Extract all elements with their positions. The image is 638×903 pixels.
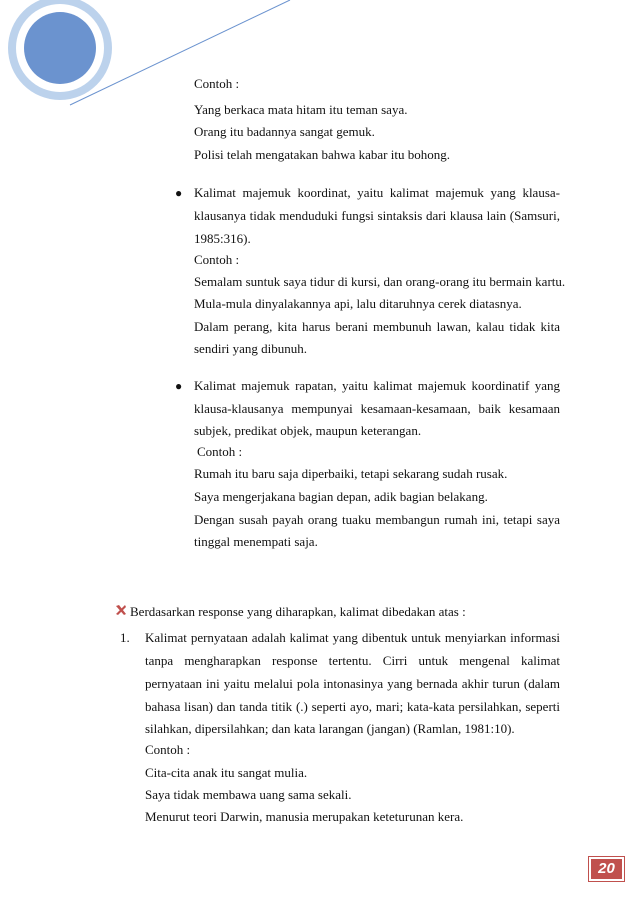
example-line: Orang itu badannya sangat gemuk. <box>194 124 375 139</box>
example-line: Dengan susah payah orang tuaku membangun rumah ini, tetapi saya <box>194 512 560 527</box>
item-text-line: silahkan, dipersilahkan; dan kata larangan (jangan) (Ramlan, 1981:10). <box>145 721 515 736</box>
rapatan-definition-line: klausa-klausanya mempunyai kesamaan-kesamaan, baik kesamaan <box>194 401 560 416</box>
example-line: Cita-cita anak itu sangat mulia. <box>145 765 308 780</box>
page-number: 20 <box>591 859 622 879</box>
x-mark-bullet-icon <box>114 603 128 617</box>
bullet-dot: ● <box>175 186 183 200</box>
bullet-dot: ● <box>175 379 183 393</box>
koordinat-definition-line: 1985:316). <box>194 231 251 246</box>
item-text-line: pernyataan ini yaitu melalui pola intonasinya yang bernada akhir turun (dalam <box>145 676 560 691</box>
item-text-line: Kalimat pernyataan adalah kalimat yang dibentuk untuk menyiarkan informasi <box>145 630 560 645</box>
example-line: Mula-mula dinyalakannya api, lalu ditaruhnya cerek diatasnya. <box>194 296 522 311</box>
example-line: Saya mengerjakana bagian depan, adik bagian belakang. <box>194 489 488 504</box>
example-line: Rumah itu baru saja diperbaiki, tetapi sekarang sudah rusak. <box>194 466 508 481</box>
example-line: Dalam perang, kita harus berani membunuh lawan, kalau tidak kita <box>194 319 560 334</box>
contoh-label: Contoh : <box>194 252 240 267</box>
section-heading: Berdasarkan response yang diharapkan, kalimat dibedakan atas : <box>130 604 466 619</box>
koordinat-definition-line: Kalimat majemuk koordinat, yaitu kalimat majemuk yang klausa- <box>194 185 560 200</box>
example-line: Menurut teori Darwin, manusia merupakan keteturunan kera. <box>145 809 464 824</box>
contoh-label: Contoh : <box>194 76 240 91</box>
example-line: Saya tidak membawa uang sama sekali. <box>145 787 352 802</box>
koordinat-definition-line: klausanya tidak menduduki fungsi sintaksis dari klausa lain (Samsuri, <box>194 208 560 223</box>
example-line: sendiri yang dibunuh. <box>194 341 308 356</box>
item-text-line: tanpa mengharapkan response tertentu. Cirri untuk mengenal kalimat <box>145 653 560 668</box>
rapatan-definition-line: Kalimat majemuk rapatan, yaitu kalimat majemuk koordinatif yang <box>194 378 560 393</box>
rapatan-definition-line: subjek, predikat objek, maupun keterangan. <box>194 423 422 438</box>
example-line: Semalam suntuk saya tidur di kursi, dan orang-orang itu bermain kartu. <box>194 274 566 289</box>
example-line: Polisi telah mengatakan bahwa kabar itu bohong. <box>194 147 450 162</box>
example-line: Yang berkaca mata hitam itu teman saya. <box>194 102 408 117</box>
contoh-label: Contoh : <box>145 742 191 757</box>
example-line: tinggal menempati saja. <box>194 534 318 549</box>
list-number: 1. <box>120 630 130 645</box>
contoh-label: Contoh : <box>197 444 243 459</box>
item-text-line: bahasa lisan) dan tanda titik (.) seperti ayo, mari; kata-kata persilahkan, seperti <box>145 699 560 714</box>
